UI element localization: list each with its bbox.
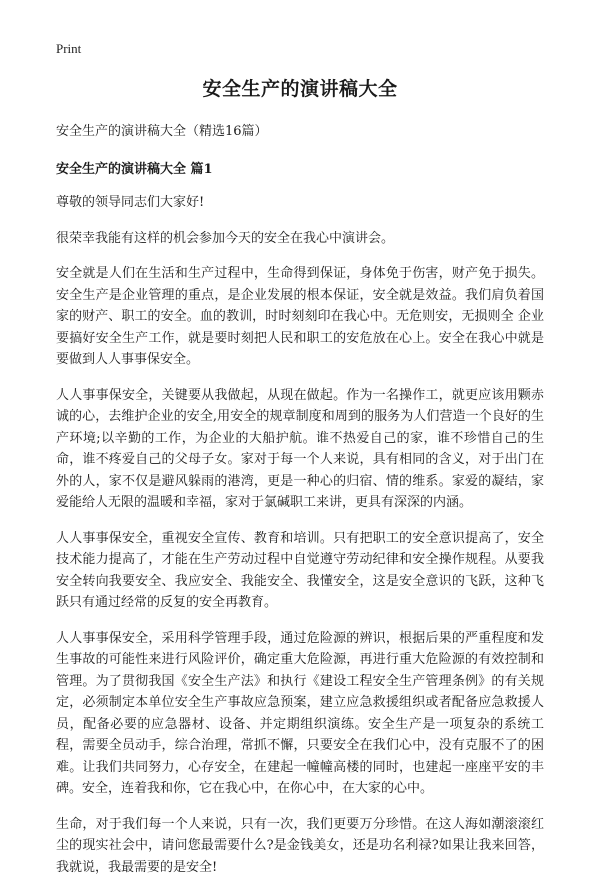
page-title: 安全生产的演讲稿大全 (56, 76, 544, 102)
section-heading: 安全生产的演讲稿大全 篇1 (56, 160, 544, 180)
paragraph-greeting: 尊敬的领导同志们大家好! (56, 192, 544, 214)
paragraph-body: 人人事事保安全，采用科学管理手段，通过危险源的辨识，根据后果的严重程度和发生事故的可能性来进行风险评价，确定重大危险源，再进行重大危险源的有效控制和管理。为了贯彻我国《安全生产法》和执行《建设工程安全生产管理条例》的有关规定，必须制定本单位安全生产事故应急预案，建立应急救援组织或者配备应急救援人员，配备必要的应急器材、设备、并定期组织演练。安全生产是一项复杂的系统工程，需要全员动手，综合治理，常抓不懈，只要安全在我们心中，没有克服不了的困难。让我们共同努力，心存安全，在建起一幢幢高楼的同时，也建起一座座平安的丰碑。安全，连着我和你，它在我心中，在你心中，在大家的心中。 (56, 628, 544, 800)
print-link[interactable]: Print (56, 40, 544, 58)
paragraph-intro: 很荣幸我能有这样的机会参加今天的安全在我心中演讲会。 (56, 228, 544, 250)
document-subtitle: 安全生产的演讲稿大全（精选16篇） (56, 122, 544, 142)
paragraph-body: 安全就是人们在生活和生产过程中，生命得到保证，身体免于伤害，财产免于损失。安全生产是企业管理的重点，是企业发展的根本保证，安全就是效益。我们肩负着国家的财产、职工的安全。血的教训，时时刻刻印在我心中。无危则安，无损则全 企业要搞好安全生产工作，就是要时刻把人民和职工的安危放在心上。安全在我心中就是要做到人人事事保安全。 (56, 263, 544, 371)
paragraph-body: 人人事事保安全，关键要从我做起，从现在做起。作为一名操作工，就更应该用颗赤诚的心，去维护企业的安全,用安全的规章制度和周到的服务为人们营造一个良好的生产环境;以辛勤的工作，为企业的大船护航。谁不热爱自己的家，谁不珍惜自己的生命，谁不疼爱自己的父母子女。家对于每一个人来说，具有相同的含义，对于出门在外的人，家不仅是避风躲雨的港湾，更是一种心的归宿、情的维系。家爱的凝结，家爱能给人无限的温暖和幸福，家对于氯碱职工来讲，更具有深深的内涵。 (56, 385, 544, 514)
paragraph-body: 人人事事保安全，重视安全宣传、教育和培训。只有把职工的安全意识提高了，安全技术能力提高了，才能在生产劳动过程中自觉遵守劳动纪律和安全操作规程。从要我安全转向我要安全、我应安全、我能安全、我懂安全，这是安全意识的飞跃，这种飞跃只有通过经常的反复的安全再教育。 (56, 528, 544, 614)
paragraph-closing: 生命，对于我们每一个人来说，只有一次，我们更要万分珍惜。在这人海如潮滚滚红尘的现实社会中，请问您最需要什么?是金钱美女，还是功名利禄?如果让我来回答，我就说，我最需要的是安全! (56, 814, 544, 878)
